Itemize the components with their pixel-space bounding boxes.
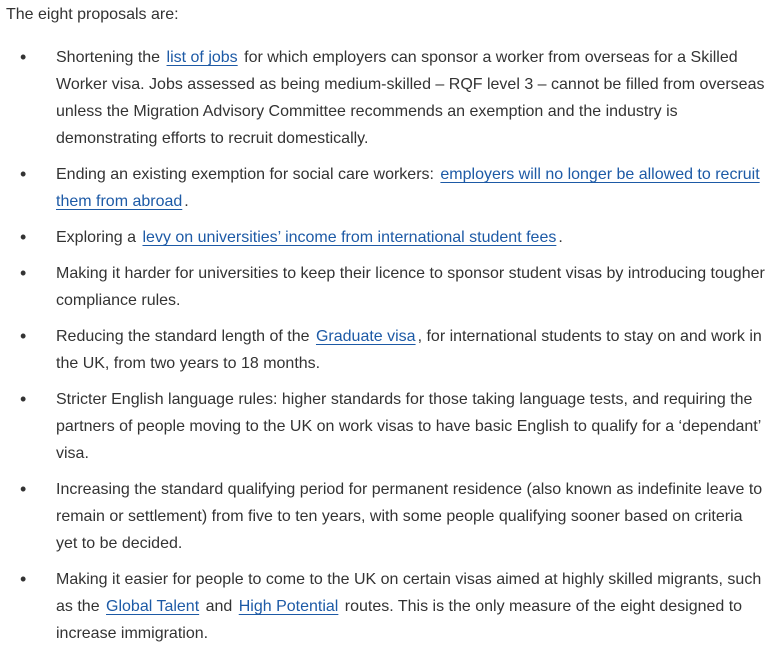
list-item	[0, 386, 772, 467]
bullet-icon: •	[20, 227, 27, 247]
text-segment: Stricter English language rules: higher standards for those taking language tests, and requiring the partners of people moving to the UK on work visas to have basic English to qualify for a ‘dependant’ visa.	[56, 391, 761, 462]
list-item-text	[56, 328, 762, 372]
text-segment: Making it harder for universities to keep their licence to sponsor student visas by introducing tougher compliance rules.	[56, 265, 765, 309]
inline-link[interactable]: Global Talent	[106, 598, 200, 615]
text-segment: for which employers can sponsor a worker from overseas for a Skilled Worker visa. Jobs assessed as being medium-skilled – RQF level 3 – cannot be filled from overseas unless the Migration Advisory Committee recommends an exemption and the industry is demonstrating efforts to recruit domestically.	[56, 49, 765, 147]
text-segment: Reducing the standard length of the	[56, 328, 314, 345]
text-segment: .	[184, 193, 189, 210]
text-segment: routes. This is the only measure of the eight designed to increase immigration.	[56, 598, 743, 642]
bullet-icon: •	[20, 47, 27, 67]
text-segment: , for international students to stay on and work in the UK, from two years to 18 months.	[56, 328, 762, 372]
list-item-text	[56, 481, 762, 552]
list-item-text	[56, 166, 760, 210]
list-item-text	[56, 265, 765, 309]
inline-link[interactable]: Graduate visa	[315, 328, 416, 345]
inline-link[interactable]: levy on universities’ income from international student fees	[142, 229, 557, 246]
bullet-icon: •	[20, 263, 27, 283]
list-item	[0, 224, 772, 251]
inline-link[interactable]: High Potential	[238, 598, 339, 615]
text-segment: .	[558, 229, 563, 246]
bullet-icon: •	[20, 164, 27, 184]
list-item-text	[56, 571, 761, 642]
bullet-icon: •	[20, 389, 27, 409]
intro-text: The eight proposals are:	[6, 6, 179, 23]
list-item	[0, 566, 772, 647]
list-item-text	[56, 49, 764, 147]
inline-link[interactable]: employers will no longer be allowed to recruit them from abroad	[56, 166, 760, 210]
list-item	[0, 323, 772, 377]
text-segment: Exploring a	[56, 229, 141, 246]
bullet-icon: •	[20, 479, 27, 499]
list-item	[0, 476, 772, 557]
list-item	[0, 260, 772, 314]
bullet-icon: •	[20, 326, 27, 346]
text-segment: Increasing the standard qualifying period for permanent residence (also known as indefinite leave to remain or settlement) from five to ten years, with some people qualifying sooner based on criteria yet to be decided.	[56, 481, 763, 552]
list-item-text	[56, 391, 761, 462]
text-segment: and	[201, 598, 237, 615]
list-item-text	[56, 229, 563, 246]
proposals-list	[0, 44, 772, 656]
text-segment: Shortening the	[56, 49, 165, 66]
text-segment: Ending an existing exemption for social care workers:	[56, 166, 439, 183]
inline-link[interactable]: list of jobs	[166, 49, 238, 66]
text-segment: Making it easier for people to come to the UK on certain visas aimed at highly skilled migrants, such as the	[56, 571, 762, 615]
bullet-icon: •	[20, 569, 27, 589]
list-item	[0, 161, 772, 215]
list-item	[0, 44, 772, 152]
